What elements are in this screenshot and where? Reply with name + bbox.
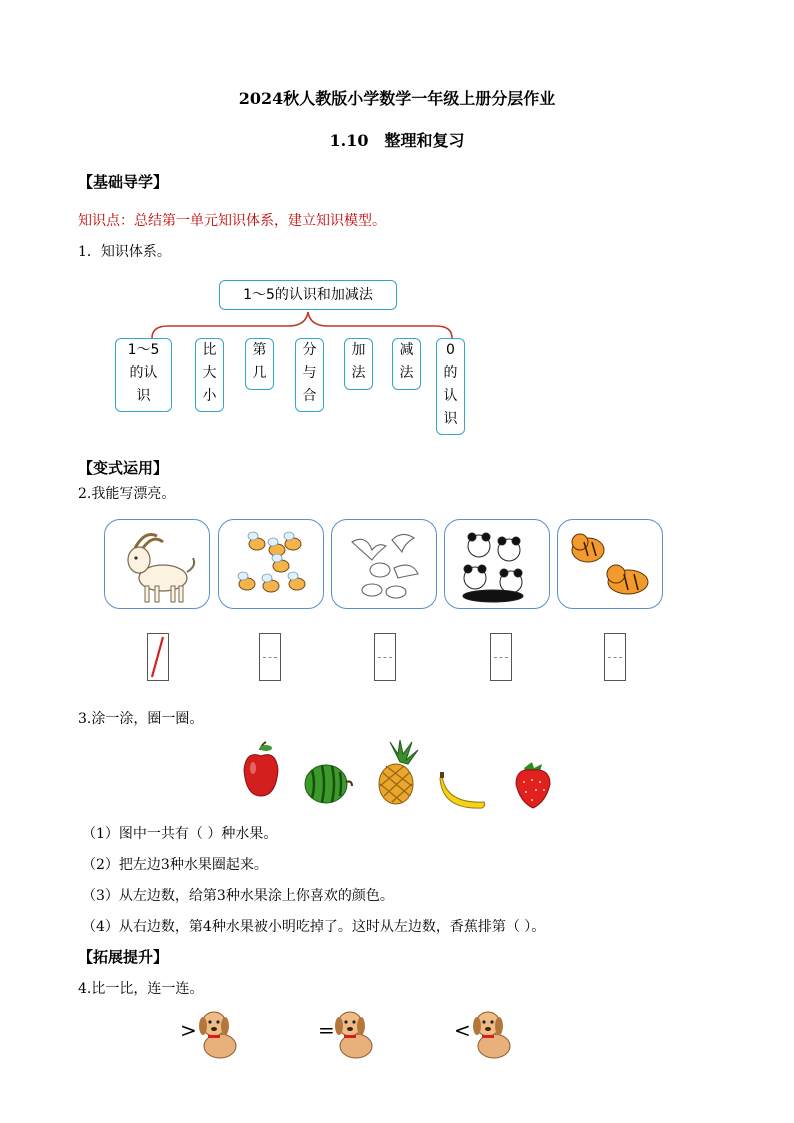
- branch-line: 合: [302, 388, 317, 404]
- bee-icon: [219, 520, 323, 608]
- strawberry-icon: [512, 760, 554, 810]
- question-3-label: 3.涂一涂，圈一圈。: [78, 711, 204, 727]
- equals-symbol[interactable]: =: [318, 1018, 335, 1042]
- dog-icon[interactable]: [194, 1006, 240, 1062]
- page-title: 2024秋人教版小学数学一年级上册分层作业: [238, 89, 556, 108]
- question-3-item-1: （1）图中一共有（ ）种水果。: [82, 826, 278, 842]
- section-heading-practice: 【变式运用】: [78, 459, 169, 477]
- question-3-item-4: （4）从右边数，第4种水果被小明吃掉了。这时从左边数，香蕉排第（ ）。: [82, 919, 546, 935]
- writing-box-3[interactable]: [374, 633, 396, 681]
- animal-card-tigers: [557, 519, 663, 609]
- knowledge-point: 知识点：总结第一单元知识体系，建立知识模型。: [78, 213, 386, 229]
- branch-line: 第: [252, 342, 267, 358]
- writing-box-4[interactable]: [490, 633, 512, 681]
- section-heading-extension: 【拓展提升】: [78, 948, 169, 966]
- panda-icon: [445, 520, 549, 608]
- branch-line: 的: [443, 365, 458, 381]
- greater-than-symbol[interactable]: >: [180, 1018, 197, 1042]
- curly-bracket: [148, 308, 458, 340]
- less-than-symbol[interactable]: <: [454, 1018, 471, 1042]
- apple-icon: [240, 740, 282, 802]
- tiger-icon: [558, 520, 662, 608]
- watermelon-icon: [302, 760, 354, 806]
- branch-line: 认: [443, 388, 458, 404]
- question-3-item-2: （2）把左边3种水果圈起来。: [82, 857, 268, 873]
- section-heading-basic: 【基础导学】: [78, 173, 169, 191]
- question-1-label: 1．知识体系。: [78, 244, 171, 260]
- branch-box-subtraction: [392, 338, 421, 390]
- dog-icon[interactable]: [468, 1006, 514, 1062]
- animal-card-goat: [104, 519, 210, 609]
- branch-box-compare: [195, 338, 224, 412]
- animal-card-pandas: [444, 519, 550, 609]
- branch-line: 分: [302, 342, 317, 358]
- branch-box-1-5: [115, 338, 172, 412]
- dog-icon[interactable]: [330, 1006, 376, 1062]
- question-3-item-3: （3）从左边数，给第3种水果涂上你喜欢的颜色。: [82, 888, 394, 904]
- branch-line: 几: [252, 365, 267, 381]
- branch-box-ordinal: [245, 338, 274, 390]
- question-4-label: 4.比一比，连一连。: [78, 981, 204, 997]
- branch-line: 小: [202, 388, 217, 404]
- dove-icon: [332, 520, 436, 608]
- animal-card-bees: [218, 519, 324, 609]
- branch-line: 大: [202, 365, 217, 381]
- banana-icon: [438, 770, 490, 810]
- page-subtitle: 1.10 整理和复习: [329, 131, 465, 150]
- branch-line: 法: [399, 365, 414, 381]
- writing-box-1[interactable]: [147, 633, 169, 681]
- branch-box-split-combine: [295, 338, 324, 412]
- pineapple-icon: [372, 740, 428, 806]
- branch-line: 的认: [129, 365, 158, 381]
- branch-line: 加: [351, 342, 366, 358]
- branch-line: 识: [443, 411, 458, 427]
- branch-line: 0: [446, 342, 455, 358]
- branch-line: 与: [302, 365, 317, 381]
- writing-box-2[interactable]: [259, 633, 281, 681]
- question-2-label: 2.我能写漂亮。: [78, 486, 176, 502]
- sample-stroke-mark: [148, 634, 168, 680]
- animal-card-doves: [331, 519, 437, 609]
- branch-line: 比: [202, 342, 217, 358]
- goat-icon: [105, 520, 209, 608]
- branch-box-zero: [436, 338, 465, 435]
- branch-line: 法: [351, 365, 366, 381]
- knowledge-root-box: 1～5的认识和加减法: [219, 280, 397, 310]
- branch-line: 1～5: [127, 342, 160, 358]
- branch-line: 减: [399, 342, 414, 358]
- writing-box-5[interactable]: [604, 633, 626, 681]
- branch-box-addition: [344, 338, 373, 390]
- branch-line: 识: [136, 388, 151, 404]
